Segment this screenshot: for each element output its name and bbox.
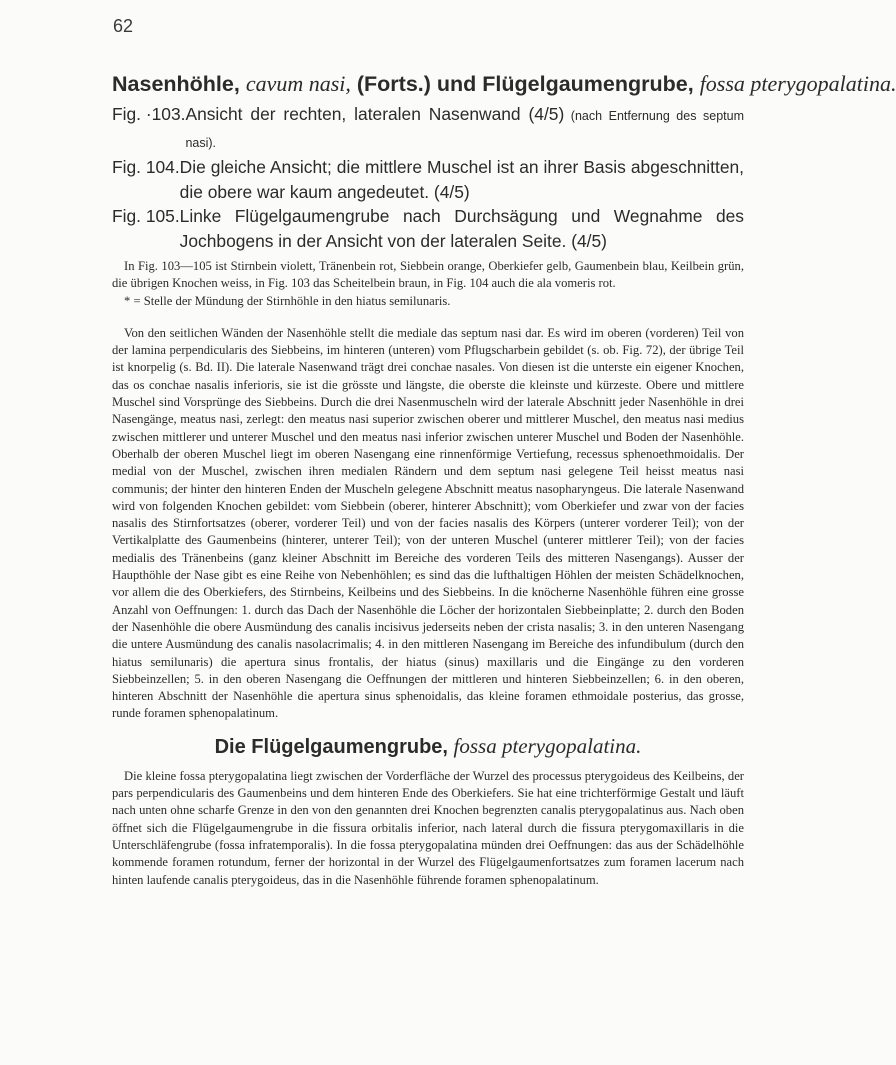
section-heading (112, 733, 744, 760)
body-paragraph-nasal-walls: Von den seitlichen Wänden der Nasenhöhle stellt die mediale das septum nasi dar. Es wird im oberen (vorderen) Teil von der lamina perpendicularis des Siebbeins, im hinteren (unteren) vom Pflugscharbein gebildet (s. ob. Fig. 72), der übrige Teil ist knorpelig (s. Bd. II). Die laterale Nasenwand trägt drei conchae nasales. Von diesen ist die unterste ein eigener Knochen, das os conchae nasalis inferioris, sie ist die grösste und längste, die oberste die kleinste und kürzeste. Obere und mittlere Muschel sind Vorsprünge des Siebbeins. Durch die drei Nasenmuscheln wird der laterale Abschnitt jeder Nasenhöhle in drei Nasengänge, meatus nasi, zerlegt: den meatus nasi superior zwischen oberer und mittlerer Muschel, den meatus nasi medius zwischen mittlerer und unterer Muschel und den meatus nasi inferior zwischen unterer Muschel und Boden der Nasenhöhle. Oberhalb der oberen Muschel liegt im oberen Nasengang eine rinnenförmige Vertiefung, recessus sphenoethmoidalis. Der medial von der Muschel, zwischen ihren medialen Rändern und dem septum nasi gelegene Teil heisst meatus nasi communis; der hinter den hinteren Enden der Muscheln gelegene Abschnitt meatus nasopharyngeus. Die laterale Nasenwand wird von folgenden Knochen gebildet: vom Siebbein (oberer, hinterer Abschnitt); vom Oberkiefer und zwar von der facies nasalis des Stirnfortsatzes (oberer, vorderer Teil) und von der facies nasalis des Körpers (unterer vorderer Teil); von der Vertikalplatte des Gaumenbeins (hinterer, unterer Teil); von der unteren Muschel (unterer mittlerer Teil); von der facies medialis des Tränenbeins (ganz kleiner Abschnitt im Bereiche des vorderen Teils des mitteren Nasengangs). Ausser der Haupthöhle der Nase gibt es eine Reihe von Nebenhöhlen; es sind das die lufthaltigen Höhlen der meisten Schädelknochen, vor allem die des Oberkiefers, des Stirnbeins, Keilbeins und des Siebbeins. In die knöcherne Nasenhöhle führen eine grosse Anzahl von Oeffnungen: 1. durch das Dach der Nasenhöhle die Löcher der horizontalen Siebbeinplatte; 2. durch den Boden der Nasenhöhle die obere Ausmündung des canalis incisivus jederseits neben der crista nasalis; 3. in den unteren Nasengang die untere Ausmündung des canalis nasolacrimalis; 4. in den mittleren Nasengang im Bereiche des infundibulum (durch den hiatus semilunaris) die apertura sinus frontalis, der hiatus (sinus) maxillaris und die Eingänge zu den vorderen Siebbeinzellen; 5. in den oberen Nasengang die Oeffnungen der mittleren und hinteren Siebbeinzellen; 6. in den oberen, hinteren Abschnitt der Nasenhöhle die apertura sinus sphenoidalis, das kleine foramen ethmoidale posterius, das grosse, runde foramen sphenopalatinum. (112, 325, 744, 721)
figure-caption-text: Die gleiche Ansicht; die mittlere Muschel ist an ihrer Basis abgeschnitten, die obere war kaum angedeutet. (4/5) (179, 157, 744, 202)
caption-star-note: * = Stelle der Mündung der Stirnhöhle in den hiatus semilunaris. (124, 293, 451, 308)
main-heading (112, 70, 896, 98)
figure-caption (180, 204, 744, 253)
main-heading-latin-1: cavum nasi, (245, 71, 351, 96)
page-content (112, 70, 896, 889)
figure-entry (112, 204, 744, 253)
figure-caption-text: Ansicht der rechten, lateralen Nasenwand (4/5) (185, 104, 565, 124)
figure-caption-text: Linke Flügelgaumengrube nach Durchsägung und Wegnahme des Jochbogens in der Ansicht von der lateralen Seite. (4/5) (179, 206, 744, 251)
figure-label: Fig. 105. (112, 206, 180, 226)
figure-entry (112, 102, 744, 155)
figure-caption (180, 155, 744, 204)
figure-entry (112, 155, 744, 204)
figure-list (112, 102, 744, 253)
main-heading-middle: (Forts.) und Flügelgaumengrube, (350, 72, 700, 96)
section-heading-latin: fossa pterygopalatina. (453, 733, 642, 758)
caption-color-note: In Fig. 103—105 ist Stirnbein violett, Tränenbein rot, Siebbein orange, Oberkiefer gelb, Gaumenbein blau, Keilbein grün, die übrigen Knochen weiss, in Fig. 103 das Scheitelbein braun, in Fig. 104 auch die ala vomeris rot. (112, 259, 744, 291)
main-heading-latin-2: fossa pterygopalatina. (699, 71, 896, 96)
body-paragraph-fossa: Die kleine fossa pterygopalatina liegt zwischen der Vorderfläche der Wurzel des processus pterygoideus des Keilbeins, der pars perpendicularis des Gaumenbeins und dem hinteren Ende des Oberkiefers. Sie hat eine trichterförmige Gestalt und läuft nach unten ohne scharfe Grenze in den von den genannten drei Knochen begrenzten canalis pterygopalatinus aus. Nach oben öffnet sich die Flügelgaumengrube in die fissura orbitalis inferior, nach lateral durch die fissura pterygomaxillaris in die Unterschläfengrube (fossa infratemporalis). In die fossa pterygopalatina münden drei Oeffnungen: das aus der Schädelhöhle kommende foramen rotundum, ferner der horizontal in der Wurzel des Flügelgaumenfortsatzes zum foramen lacerum nach hinten laufende canalis pterygoideus, das in die Nasenhöhle führende foramen sphenopalatinum. (112, 768, 744, 887)
figure-label: Fig. ·103. (112, 104, 186, 124)
figure-caption-note: (nach Entfernung des septum nasi). (185, 109, 744, 150)
page-number: 62 (113, 16, 134, 36)
main-heading-prefix: Nasenhöhle, (112, 72, 246, 96)
figure-label: Fig. 104. (112, 157, 180, 177)
figure-caption (185, 102, 744, 155)
section-heading-prefix: Die Flügelgaumengrube, (214, 735, 454, 758)
